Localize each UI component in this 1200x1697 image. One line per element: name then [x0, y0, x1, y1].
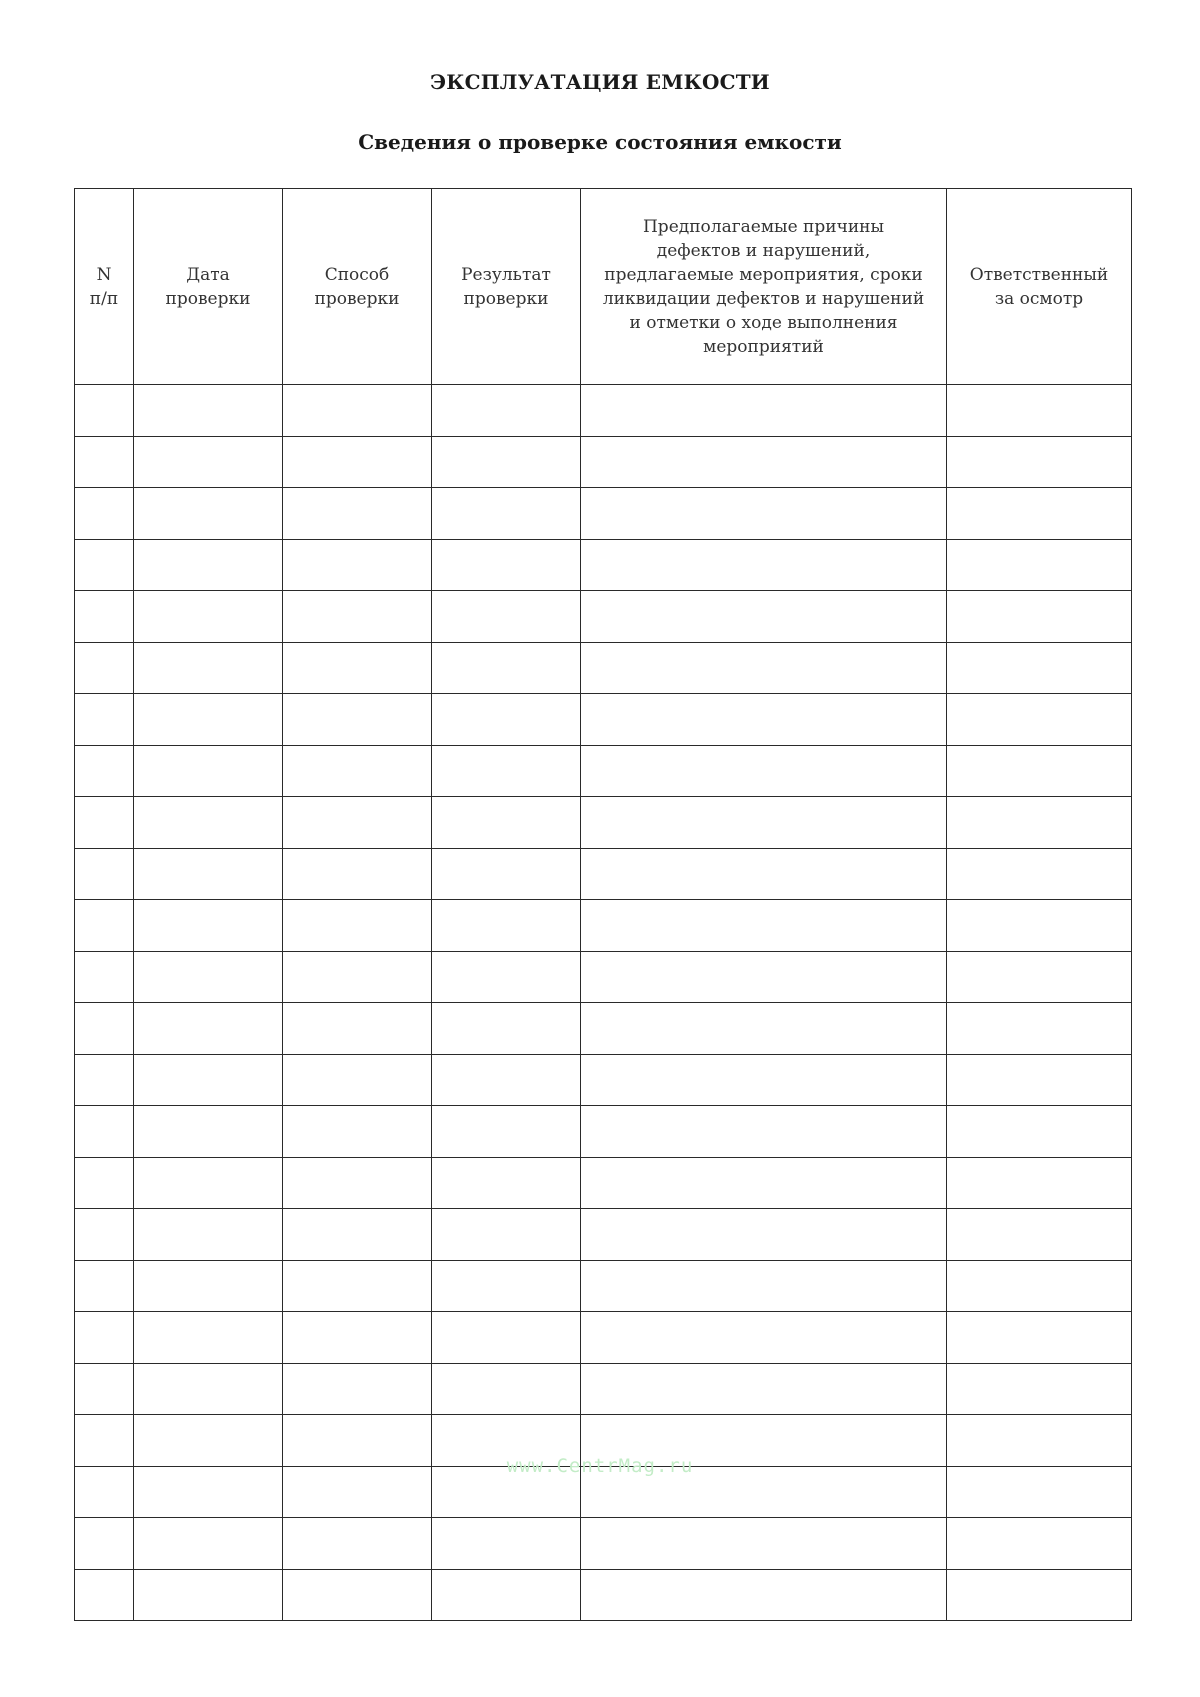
table-cell [283, 1312, 432, 1364]
table-cell [947, 694, 1132, 746]
table-cell [432, 1312, 581, 1364]
table-row [75, 436, 1132, 488]
column-header-date: Дата проверки [134, 189, 283, 385]
table-cell [947, 1157, 1132, 1209]
table-row [75, 1569, 1132, 1621]
table-cell [432, 1569, 581, 1621]
table-row [75, 1363, 1132, 1415]
table-cell [75, 436, 134, 488]
table-cell [75, 1106, 134, 1158]
table-cell [283, 694, 432, 746]
table-cell [283, 1106, 432, 1158]
table-cell [432, 1363, 581, 1415]
table-cell [947, 539, 1132, 591]
table-row [75, 539, 1132, 591]
table-cell [134, 1312, 283, 1364]
table-row [75, 1209, 1132, 1261]
table-row [75, 1260, 1132, 1312]
table-cell [581, 1157, 947, 1209]
table-cell [581, 1363, 947, 1415]
table-cell [134, 1003, 283, 1055]
table-cell [283, 642, 432, 694]
table-header-row [75, 189, 1132, 385]
table-cell [283, 1003, 432, 1055]
table-cell [75, 797, 134, 849]
table-cell [581, 1209, 947, 1261]
table-row [75, 385, 1132, 437]
table-cell [581, 797, 947, 849]
table-cell [947, 1003, 1132, 1055]
table-cell [581, 1106, 947, 1158]
table-cell [947, 1363, 1132, 1415]
table-cell [581, 488, 947, 540]
table-cell [581, 694, 947, 746]
table-cell [432, 436, 581, 488]
table-cell [283, 1157, 432, 1209]
table-cell [432, 591, 581, 643]
table-cell [947, 1569, 1132, 1621]
table-row [75, 694, 1132, 746]
table-cell [134, 1569, 283, 1621]
table-cell [283, 951, 432, 1003]
table-cell [134, 488, 283, 540]
table-row [75, 797, 1132, 849]
table-cell [134, 385, 283, 437]
table-cell [947, 591, 1132, 643]
table-cell [581, 591, 947, 643]
table-cell [432, 1518, 581, 1570]
table-cell [75, 1518, 134, 1570]
table-cell [947, 1209, 1132, 1261]
table-cell [134, 900, 283, 952]
table-cell [432, 1106, 581, 1158]
column-header-method: Способ проверки [283, 189, 432, 385]
column-header-result: Результат проверки [432, 189, 581, 385]
table-cell [947, 488, 1132, 540]
table-row [75, 745, 1132, 797]
table-cell [134, 642, 283, 694]
table-cell [75, 900, 134, 952]
table-cell [134, 1363, 283, 1415]
table-cell [134, 848, 283, 900]
table-cell [581, 1003, 947, 1055]
page-subtitle: Сведения о проверке состояния емкости [358, 130, 842, 154]
table-cell [283, 436, 432, 488]
table-cell [947, 1518, 1132, 1570]
table-cell [134, 797, 283, 849]
table-cell [581, 539, 947, 591]
table-cell [134, 1157, 283, 1209]
table-cell [75, 1003, 134, 1055]
table-cell [283, 1518, 432, 1570]
table-cell [75, 1363, 134, 1415]
table-cell [283, 797, 432, 849]
table-cell [581, 900, 947, 952]
table-cell [134, 1054, 283, 1106]
table-cell [432, 848, 581, 900]
table-cell [134, 951, 283, 1003]
table-cell [947, 745, 1132, 797]
table-row [75, 1518, 1132, 1570]
table-cell [283, 385, 432, 437]
table-cell [134, 1106, 283, 1158]
table-cell [75, 1054, 134, 1106]
table-row [75, 488, 1132, 540]
table-cell [134, 436, 283, 488]
table-cell [134, 1260, 283, 1312]
table-cell [581, 385, 947, 437]
watermark: www.CentrMag.ru [506, 1455, 694, 1477]
table-cell [947, 1106, 1132, 1158]
table-cell [75, 591, 134, 643]
table-cell [947, 848, 1132, 900]
table-cell [75, 642, 134, 694]
table-cell [947, 797, 1132, 849]
table-cell [581, 951, 947, 1003]
table-cell [947, 385, 1132, 437]
table-cell [581, 436, 947, 488]
table-cell [947, 642, 1132, 694]
table-cell [134, 591, 283, 643]
table-cell [75, 1312, 134, 1364]
table-row [75, 951, 1132, 1003]
column-header-defects-measures: Предполагаемые причины дефектов и нарушений, предлагаемые мероприятия, сроки ликвидации дефектов и нарушений и отметки о ходе выполнения мероприятий [581, 189, 947, 385]
table-cell [947, 900, 1132, 952]
table-cell [134, 745, 283, 797]
table-row [75, 1054, 1132, 1106]
table-cell [432, 1157, 581, 1209]
table-row [75, 848, 1132, 900]
table-cell [75, 951, 134, 1003]
table-cell [581, 1260, 947, 1312]
table-cell [283, 1260, 432, 1312]
column-header-responsible: Ответственный за осмотр [947, 189, 1132, 385]
table-cell [283, 848, 432, 900]
table-cell [581, 1054, 947, 1106]
table-cell [432, 951, 581, 1003]
table-cell [432, 642, 581, 694]
table-cell [75, 1260, 134, 1312]
table-cell [283, 1209, 432, 1261]
table-cell [947, 436, 1132, 488]
table-body [75, 385, 1132, 1621]
table-cell [432, 1003, 581, 1055]
table-cell [134, 1209, 283, 1261]
table-cell [134, 539, 283, 591]
table-cell [581, 1518, 947, 1570]
column-header-number: N п/п [75, 189, 134, 385]
table-cell [75, 1209, 134, 1261]
table-row [75, 900, 1132, 952]
page-title: ЭКСПЛУАТАЦИЯ ЕМКОСТИ [430, 70, 770, 94]
table-cell [947, 1260, 1132, 1312]
table-cell [432, 1260, 581, 1312]
table-cell [75, 1569, 134, 1621]
table-cell [283, 539, 432, 591]
table-cell [283, 1569, 432, 1621]
table-cell [75, 539, 134, 591]
table-cell [432, 1054, 581, 1106]
table-cell [432, 745, 581, 797]
table-cell [581, 745, 947, 797]
table-row [75, 1157, 1132, 1209]
table-row [75, 1312, 1132, 1364]
table-row [75, 642, 1132, 694]
table-cell [75, 848, 134, 900]
table-cell [432, 488, 581, 540]
table-cell [283, 1054, 432, 1106]
table-cell [432, 539, 581, 591]
table-cell [75, 1157, 134, 1209]
table-row [75, 1003, 1132, 1055]
table-cell [581, 1312, 947, 1364]
table-row [75, 1106, 1132, 1158]
table-cell [432, 1209, 581, 1261]
table-cell [581, 848, 947, 900]
table-cell [581, 1569, 947, 1621]
table-row [75, 591, 1132, 643]
inspection-log-table [74, 188, 1132, 1621]
table-cell [947, 1312, 1132, 1364]
table-cell [432, 694, 581, 746]
table-cell [581, 642, 947, 694]
table-cell [947, 1054, 1132, 1106]
table-cell [432, 385, 581, 437]
table-cell [75, 385, 134, 437]
table-cell [283, 900, 432, 952]
table-cell [283, 591, 432, 643]
table-cell [134, 694, 283, 746]
table-cell [75, 694, 134, 746]
table-cell [75, 745, 134, 797]
table-cell [432, 900, 581, 952]
table-cell [75, 488, 134, 540]
table-cell [947, 951, 1132, 1003]
table-cell [283, 1363, 432, 1415]
table-cell [283, 745, 432, 797]
table-cell [283, 488, 432, 540]
table-cell [432, 797, 581, 849]
table-cell [134, 1518, 283, 1570]
